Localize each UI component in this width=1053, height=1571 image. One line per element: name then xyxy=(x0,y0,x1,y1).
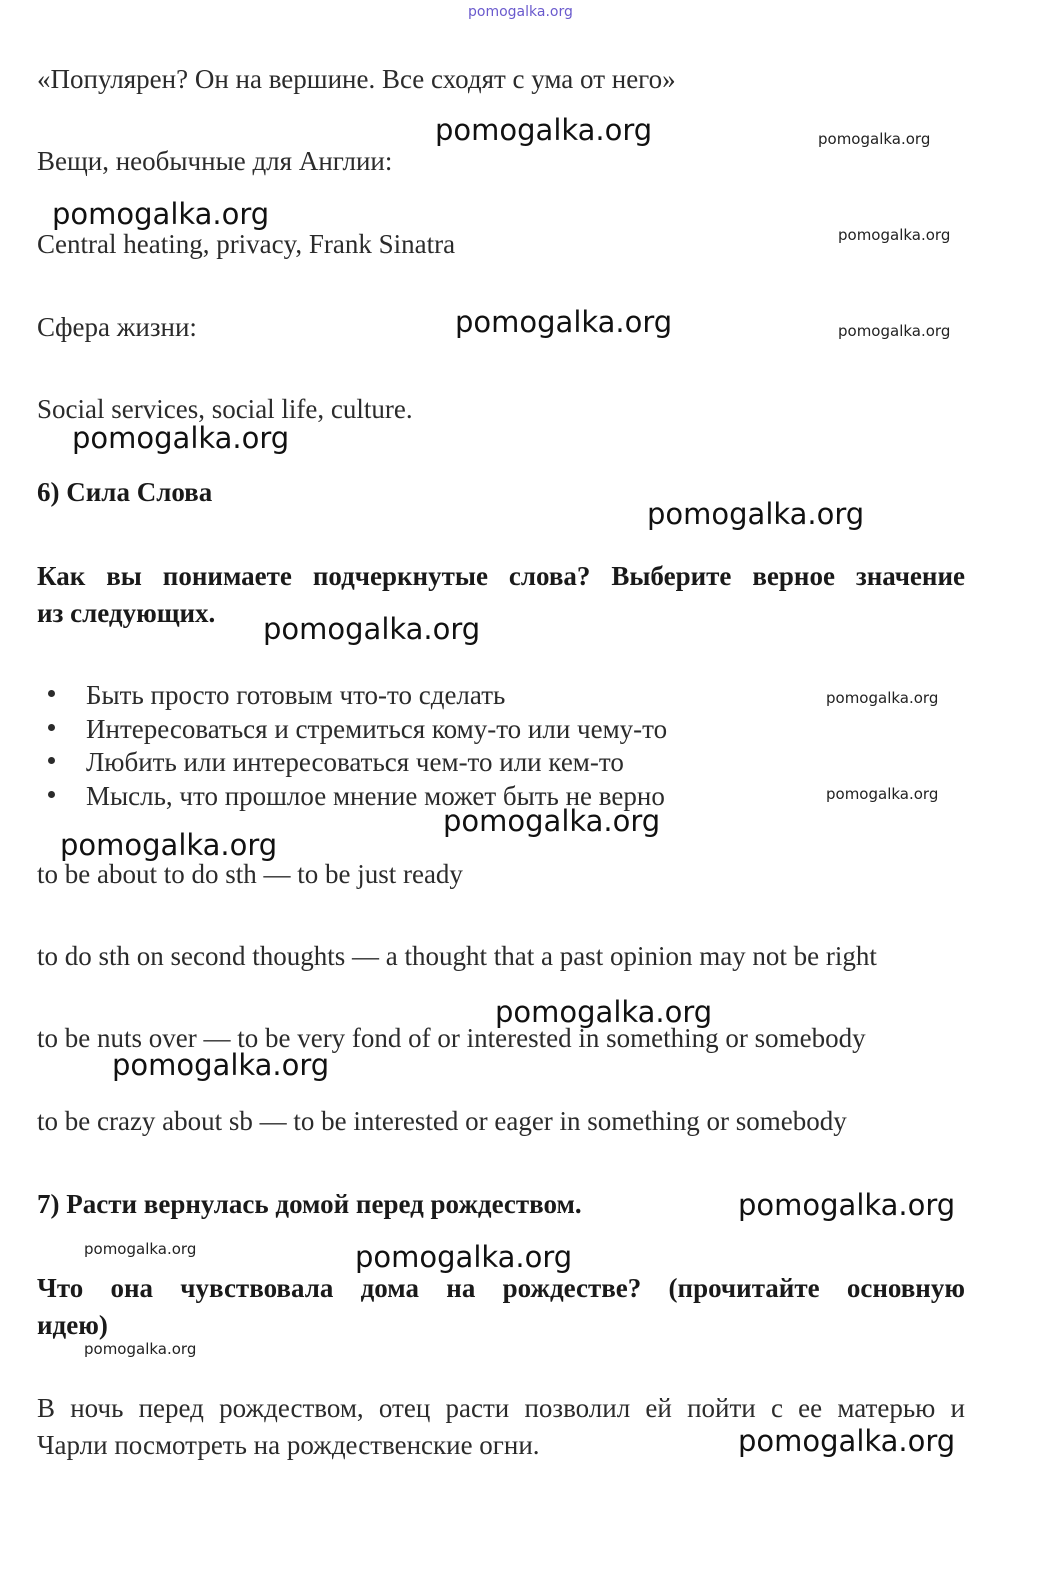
answer-line2: Чарли посмотреть на рождественские огни. xyxy=(37,1430,540,1460)
watermark-large: pomogalka.org xyxy=(738,1188,956,1222)
list-item: Быть просто готовым что-то сделать xyxy=(48,679,667,713)
watermark-small: pomogalka.org xyxy=(826,689,939,707)
watermark-large: pomogalka.org xyxy=(647,497,865,531)
section7-title: 7) Расти вернулась домой перед рождеством. xyxy=(37,1189,582,1219)
watermark-large: pomogalka.org xyxy=(738,1424,956,1458)
watermark-large: pomogalka.org xyxy=(263,612,481,646)
section6-question-line1: Как вы понимаете подчеркнутые слова? Выберите верное значение xyxy=(37,561,965,591)
list-item: Мысль, что прошлое мнение может быть не верно xyxy=(48,780,667,814)
watermark-large: pomogalka.org xyxy=(60,828,278,862)
watermark-large: pomogalka.org xyxy=(52,197,270,231)
watermark-large: pomogalka.org xyxy=(455,305,673,339)
section7-question-line2: идею) xyxy=(37,1310,108,1340)
answer-line1: В ночь перед рождеством, отец расти позволил ей пойти с ее матерью и xyxy=(37,1393,965,1423)
quote-line: «Популярен? Он на вершине. Все сходят с ума от него» xyxy=(37,64,676,94)
bullet-icon xyxy=(48,724,55,731)
watermark-large: pomogalka.org xyxy=(355,1240,573,1274)
section7-question-line1: Что она чувствовала дома на рождестве? (прочитайте основную xyxy=(37,1273,965,1303)
watermark-small: pomogalka.org xyxy=(826,785,939,803)
definition-3: to be nuts over — to be very fond of or interested in something or somebody xyxy=(37,1023,866,1053)
definition-1: to be about to do sth — to be just ready xyxy=(37,859,463,889)
bullet-icon xyxy=(48,690,55,697)
watermark-small: pomogalka.org xyxy=(838,322,951,340)
watermark-small: pomogalka.org xyxy=(838,226,951,244)
unusual-heading: Вещи, необычные для Англии: xyxy=(37,146,393,176)
section6-question-line2: из следующих. xyxy=(37,598,216,628)
watermark-large: pomogalka.org xyxy=(112,1048,330,1082)
definition-2: to do sth on second thoughts — a thought that a past opinion may not be right xyxy=(37,941,877,971)
definition-4: to be crazy about sb — to be interested or eager in something or somebody xyxy=(37,1106,847,1136)
section6-title: 6) Сила Слова xyxy=(37,477,213,507)
bullet-icon xyxy=(48,791,55,798)
sphere-heading: Сфера жизни: xyxy=(37,312,197,342)
bullet-icon xyxy=(48,757,55,764)
list-item: Интересоваться и стремиться кому-то или чему-то xyxy=(48,713,667,747)
sphere-items: Social services, social life, culture. xyxy=(37,394,413,424)
watermark-large: pomogalka.org xyxy=(443,804,661,838)
top-watermark: pomogalka.org xyxy=(468,4,573,20)
meaning-options-list xyxy=(48,679,667,813)
watermark-large: pomogalka.org xyxy=(435,113,653,147)
list-item: Любить или интересоваться чем-то или кем-то xyxy=(48,746,667,780)
watermark-large: pomogalka.org xyxy=(72,421,290,455)
watermark-small: pomogalka.org xyxy=(818,130,931,148)
watermark-small: pomogalka.org xyxy=(84,1240,197,1258)
watermark-small: pomogalka.org xyxy=(84,1340,197,1358)
unusual-items: Central heating, privacy, Frank Sinatra xyxy=(37,229,456,259)
watermark-large: pomogalka.org xyxy=(495,995,713,1029)
